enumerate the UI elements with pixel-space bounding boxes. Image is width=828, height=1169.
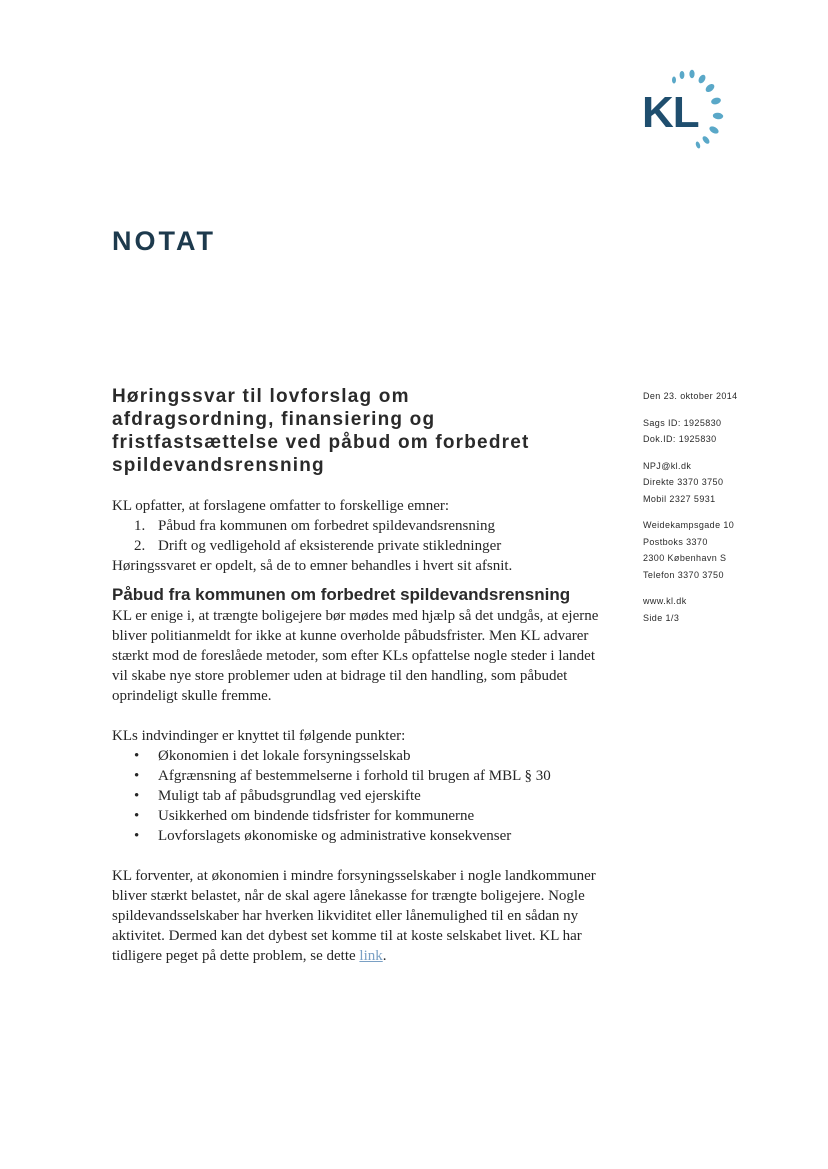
list-item: • Afgrænsning af bestemmelserne i forhold til brugen af MBL § 30 <box>112 766 612 786</box>
logo-text: KL <box>642 88 699 137</box>
section-paragraph: KL er enige i, at trængte boligejere bør mødes med hjælp så det undgås, at ejerne bliver politianmeldt for ikke at kunne overholde påbudsfrister. Men KL advarer stærkt mod de foreslåede metoder, som efter KLs opfattelse nogle steder i landet vil skabe nye store problemer uden at bidrage til den handling, som påbudet oprindeligt skulle fremme. <box>112 608 599 704</box>
title-line: spildevandsrensning <box>112 455 325 476</box>
metadata-column <box>643 388 823 626</box>
direct-phone: Direkte 3370 3750 <box>643 477 724 487</box>
dok-id: Dok.ID: 1925830 <box>643 434 717 444</box>
list-item: • Muligt tab af påbudsgrundlag ved ejerskifte <box>112 786 612 806</box>
reference-link[interactable]: link <box>359 948 383 964</box>
intro-paragraph: KL opfatter, at forslagene omfatter to forskellige emner: <box>112 498 450 514</box>
sags-id: Sags ID: 1925830 <box>643 417 722 428</box>
title-line: afdragsordning, finansiering og <box>112 409 436 430</box>
list-item: 2. Drift og vedligehold af eksisterende private stikledninger <box>134 538 502 554</box>
document-title <box>112 385 612 477</box>
intro-end-paragraph: Høringssvaret er opdelt, så de to emner behandles i hvert sit afsnit. <box>112 558 513 574</box>
list-item: • Økonomien i det lokale forsyningsselskab <box>112 746 612 766</box>
list-item: • Usikkerhed om bindende tidsfrister for kommunerne <box>112 806 612 826</box>
title-line: Høringssvar til lovforslag om <box>112 386 410 407</box>
page-number: Side 1/3 <box>643 612 680 623</box>
list-item: 1. Påbud fra kommunen om forbedret spildevandsrensning <box>134 518 496 534</box>
address-pobox: Postboks 3370 <box>643 536 708 547</box>
phone: Telefon 3370 3750 <box>643 569 724 580</box>
mobile-phone: Mobil 2327 5931 <box>643 493 716 504</box>
findings-list <box>112 746 612 846</box>
address-city: 2300 København S <box>643 553 727 563</box>
website: www.kl.dk <box>643 596 687 606</box>
findings-intro: KLs indvindinger er knyttet til følgende punkter: <box>112 728 406 744</box>
date: Den 23. oktober 2014 <box>643 391 738 401</box>
section-heading: Påbud fra kommunen om forbedret spildevandsrensning <box>112 585 571 604</box>
document-type: NOTAT <box>112 226 216 256</box>
topics-list <box>112 516 612 556</box>
email: NPJ@kl.dk <box>643 460 692 471</box>
title-line: fristfastsættelse ved påbud om forbedret <box>112 432 530 453</box>
address-street: Weidekampsgade 10 <box>643 520 735 530</box>
document-body <box>112 496 612 966</box>
section-paragraph: KL forventer, at økonomien i mindre forsyningsselskaber i nogle landkommuner bliver stærkt belastet, når de skal agere lånekasse for trængte boligejere. Nogle spildevandsselskaber har hverken likviditet eller lånemulighed til en sådan ny aktivitet. Dermed kan det dybest set komme til at koste selskabet livet. KL har tidligere peget på dette problem, se dette link. <box>112 868 596 964</box>
list-item: • Lovforslagets økonomiske og administrative konsekvenser <box>112 826 612 846</box>
kl-logo <box>636 66 736 156</box>
